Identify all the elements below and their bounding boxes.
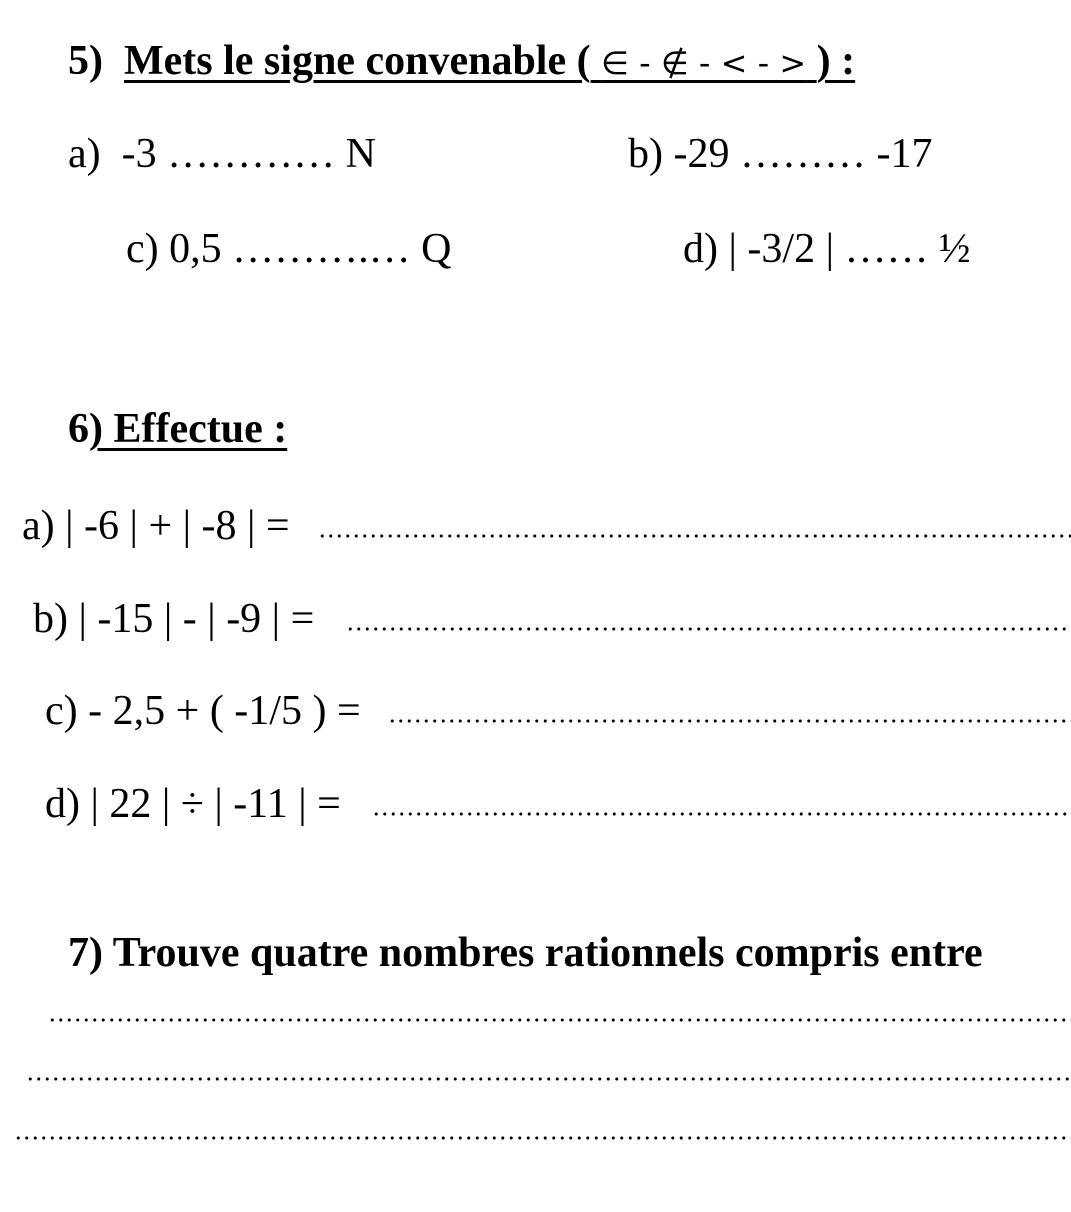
q5-title-text: Mets le signe convenable (	[124, 38, 591, 84]
item-label: b)	[628, 131, 663, 177]
item-dots: ……….…	[232, 226, 411, 272]
item-right: N	[345, 131, 376, 177]
item-label: d)	[683, 226, 718, 272]
item-label: a)	[68, 131, 101, 177]
q6-item-b	[33, 598, 314, 640]
q5-item-d	[683, 228, 970, 270]
answer-line	[14, 1136, 1071, 1140]
q5-title-end: ) :	[816, 38, 856, 84]
q6-title-text: ) Effectue :	[89, 406, 288, 452]
item-right: Q	[421, 226, 452, 272]
q5-item-c	[126, 228, 451, 270]
q5-symbols: ∈ - ∉ - < - >	[601, 44, 807, 82]
item-dots: ………	[740, 131, 866, 177]
item-label: a)	[22, 503, 55, 549]
item-left: 0,5	[169, 226, 222, 272]
q6-item-d	[45, 783, 341, 825]
answer-line	[48, 1018, 1071, 1022]
q5-number: 5)	[68, 38, 103, 84]
item-dots: ……	[844, 226, 929, 272]
q6-item-a	[22, 505, 290, 547]
item-label: d)	[45, 781, 80, 827]
item-expression: - 2,5 + ( -1/5 ) =	[88, 688, 361, 734]
q6-item-c	[45, 690, 361, 732]
q5-item-a	[68, 133, 376, 175]
item-left: -29	[673, 131, 730, 177]
item-left: -3	[121, 131, 157, 177]
item-left: | -3/2 |	[728, 226, 834, 272]
item-expression: | -6 | + | -8 | =	[65, 503, 290, 549]
answer-line	[372, 812, 1071, 816]
q5-title-underlined	[124, 38, 855, 84]
item-right: ½	[938, 226, 971, 272]
item-label: c)	[126, 226, 159, 272]
answer-line	[26, 1077, 1071, 1081]
answer-line	[346, 627, 1071, 631]
q7-title: 7) Trouve quatre nombres rationnels compris entre	[68, 930, 983, 976]
item-label: c)	[45, 688, 78, 734]
item-dots: …………	[167, 131, 336, 177]
q6-number-digit: 6	[68, 406, 89, 452]
answer-line	[388, 719, 1071, 723]
item-label: b)	[33, 596, 68, 642]
q5-item-b	[628, 133, 933, 175]
item-expression: | 22 | ÷ | -11 | =	[90, 781, 341, 827]
item-expression: | -15 | - | -9 | =	[78, 596, 315, 642]
q5-title	[68, 40, 855, 82]
item-right: -17	[876, 131, 933, 177]
answer-line	[318, 534, 1071, 538]
q6-title	[68, 408, 287, 450]
